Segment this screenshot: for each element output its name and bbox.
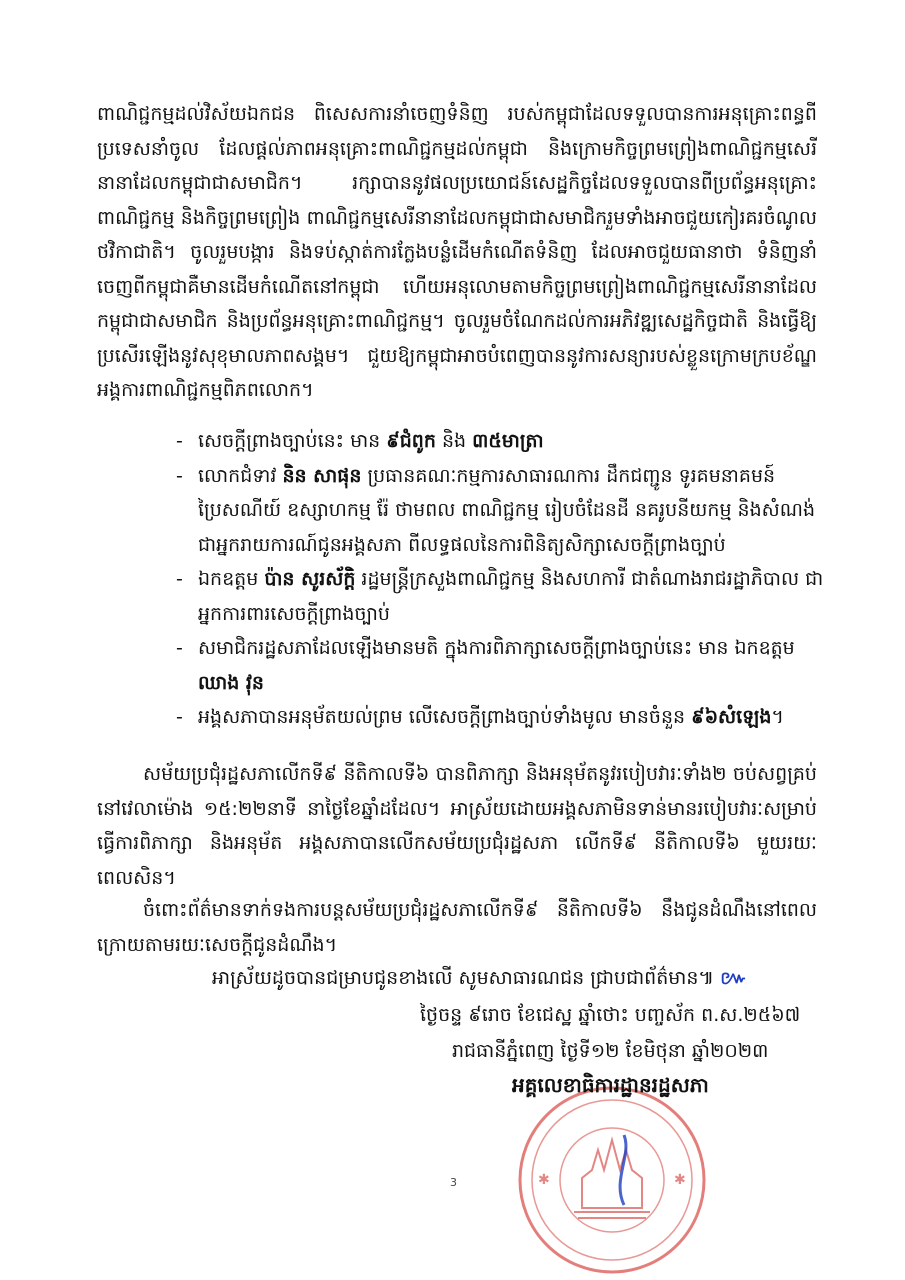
svg-text:✱: ✱ — [674, 1172, 686, 1188]
solar-date: រាជធានីភ្នំពេញ ថ្ងៃទី១២ ខែមិថុនា ឆ្នាំ២០២៣ — [452, 1040, 769, 1062]
bullet-item: - លោកជំទាវ និន សាផុន ប្រធានគណៈកម្មការសាធារណការ ដឹកជញ្ជូន ទូរគមនាគមន៍ ប្រៃសណីយ៍ ឧស្សាហកម្ម រ៉ែ ថាមពល ពាណិជ្ជកម្ម រៀបចំដែនដី នគរូបនីយកម្ម និងសំណង់ ជាអ្នករាយការណ៍ជូនអង្គសភា ពីលទ្ធផលនៃការពិនិត្យសិក្សាសេចក្តីព្រាងច្បាប់ — [176, 464, 816, 556]
lunar-date: ថ្ងៃចន្ទ ៩រោច ខែជេស្ឋ ឆ្នាំថោះ បញ្ចស័ក ព.ស.២៥៦៧ — [420, 1004, 801, 1026]
body-paragraph-2: សម័យប្រជុំរដ្ឋសភាលើកទី៩ នីតិកាលទី៦ បានពិភាក្សា និងអនុម័តនូវរបៀបវារៈទាំង២ ចប់សព្វគ្រប់ នៅវេលាម៉ោង ១៥:២២នាទី នាថ្ងៃខែឆ្នាំដដែល។ អាស្រ័យដោយអង្គសភាមិនទាន់មានរបៀបវារៈសម្រាប់ធ្វើការពិភាក្សា និងអនុម័ត អង្គសភាបានលើកសម័យប្រជុំរដ្ឋសភា លើកទី៩ នីតិកាលទី៦ មួយរយៈពេលសិន។ — [97, 763, 817, 889]
bullet-item: - សមាជិករដ្ឋសភាដែលឡើងមានមតិ ក្នុងការពិភាក្សាសេចក្តីព្រាងច្បាប់នេះ មាន ឯកឧត្តម ឈាង វុន — [176, 637, 795, 694]
issuing-office: អគ្គលេខាធិការដ្ឋានរដ្ឋសភា — [512, 1073, 709, 1097]
summary-bullet-list — [176, 424, 824, 735]
svg-text:✱: ✱ — [538, 1172, 550, 1188]
official-seal-icon — [512, 1080, 712, 1280]
bullet-item: - ឯកឧត្តម ប៉ាន សូរស័ក្តិ រដ្ឋមន្ត្រីក្រសួងពាណិជ្ជកម្ម និងសហការី ជាតំណាងរាជរដ្ឋាភិបាល ជាអ្នកការពារសេចក្តីព្រាងច្បាប់ — [176, 568, 824, 625]
body-paragraph-1: ពាណិជ្ជកម្មដល់វិស័យឯកជន ពិសេសការនាំចេញទំនិញ របស់កម្ពុជាដែលទទួលបានការអនុគ្រោះពន្ធពីប្រទេសនាំចូល ដែលផ្តល់ភាពអនុគ្រោះពាណិជ្ជកម្មដល់កម្ពុជា និងក្រោមកិច្ចព្រមព្រៀងពាណិជ្ជកម្មសេរីនានាដែលកម្ពុជាជាសមាជិក។ រក្សាបាននូវផលប្រយោជន៍សេដ្ឋកិច្ចដែលទទួលបានពីប្រព័ន្ធអនុគ្រោះពាណិជ្ជកម្ម និងកិច្ចព្រមព្រៀង ពាណិជ្ជកម្មសេរីនានាដែលកម្ពុជាជាសមាជិករួមទាំងអាចជួយកៀរគរចំណូលថវិកាជាតិ។ ចូលរួមបង្ការ និងទប់ស្កាត់ការក្លែងបន្លំដើមកំណើតទំនិញ ដែលអាចជួយធានាថា ទំនិញនាំចេញពីកម្ពុជាគឺមានដើមកំណើតនៅកម្ពុជា ហើយអនុលោមតាមកិច្ចព្រមព្រៀងពាណិជ្ជកម្មសេរីនានាដែលកម្ពុជាជាសមាជិក និងប្រព័ន្ធអនុគ្រោះពាណិជ្ជកម្ម។ ចូលរួមចំណែកដល់ការអភិវឌ្ឍសេដ្ឋកិច្ចជាតិ និងធ្វើឱ្យប្រសើរឡើងនូវសុខុមាលភាពសង្គម។ ជួយឱ្យកម្ពុជាអាចបំពេញបាននូវការសន្យារបស់ខ្លួនក្រោមក្របខ័ណ្ឌអង្គការពាណិជ្ជកម្មពិភពលោក។ — [97, 103, 817, 401]
closing-line: អាស្រ័យដូចបានជម្រាបជូនខាងលើ សូមសាធារណជន ជ្រាបជាព័ត៌មាន៕ ៚ — [212, 967, 748, 989]
bullet-item: - សេចក្តីព្រាងច្បាប់នេះ មាន ៩ជំពូក និង ៣៥មាត្រា — [176, 430, 544, 452]
end-mark-icon: ៚ — [720, 967, 748, 989]
body-paragraph-3: ចំពោះព័ត៌មានទាក់ទងការបន្តសម័យប្រជុំរដ្ឋសភាលើកទី៩ នីតិកាលទី៦ នឹងជូនដំណឹងនៅពេលក្រោយតាមរយៈសេចក្តីជូនដំណឹង។ — [97, 899, 817, 956]
bullet-item: - អង្គសភាបានអនុម័តយល់ព្រម លើសេចក្តីព្រាងច្បាប់ទាំងមូល មានចំនួន ៩៦សំឡេង។ — [176, 706, 784, 728]
page-number: 3 — [450, 1176, 457, 1189]
